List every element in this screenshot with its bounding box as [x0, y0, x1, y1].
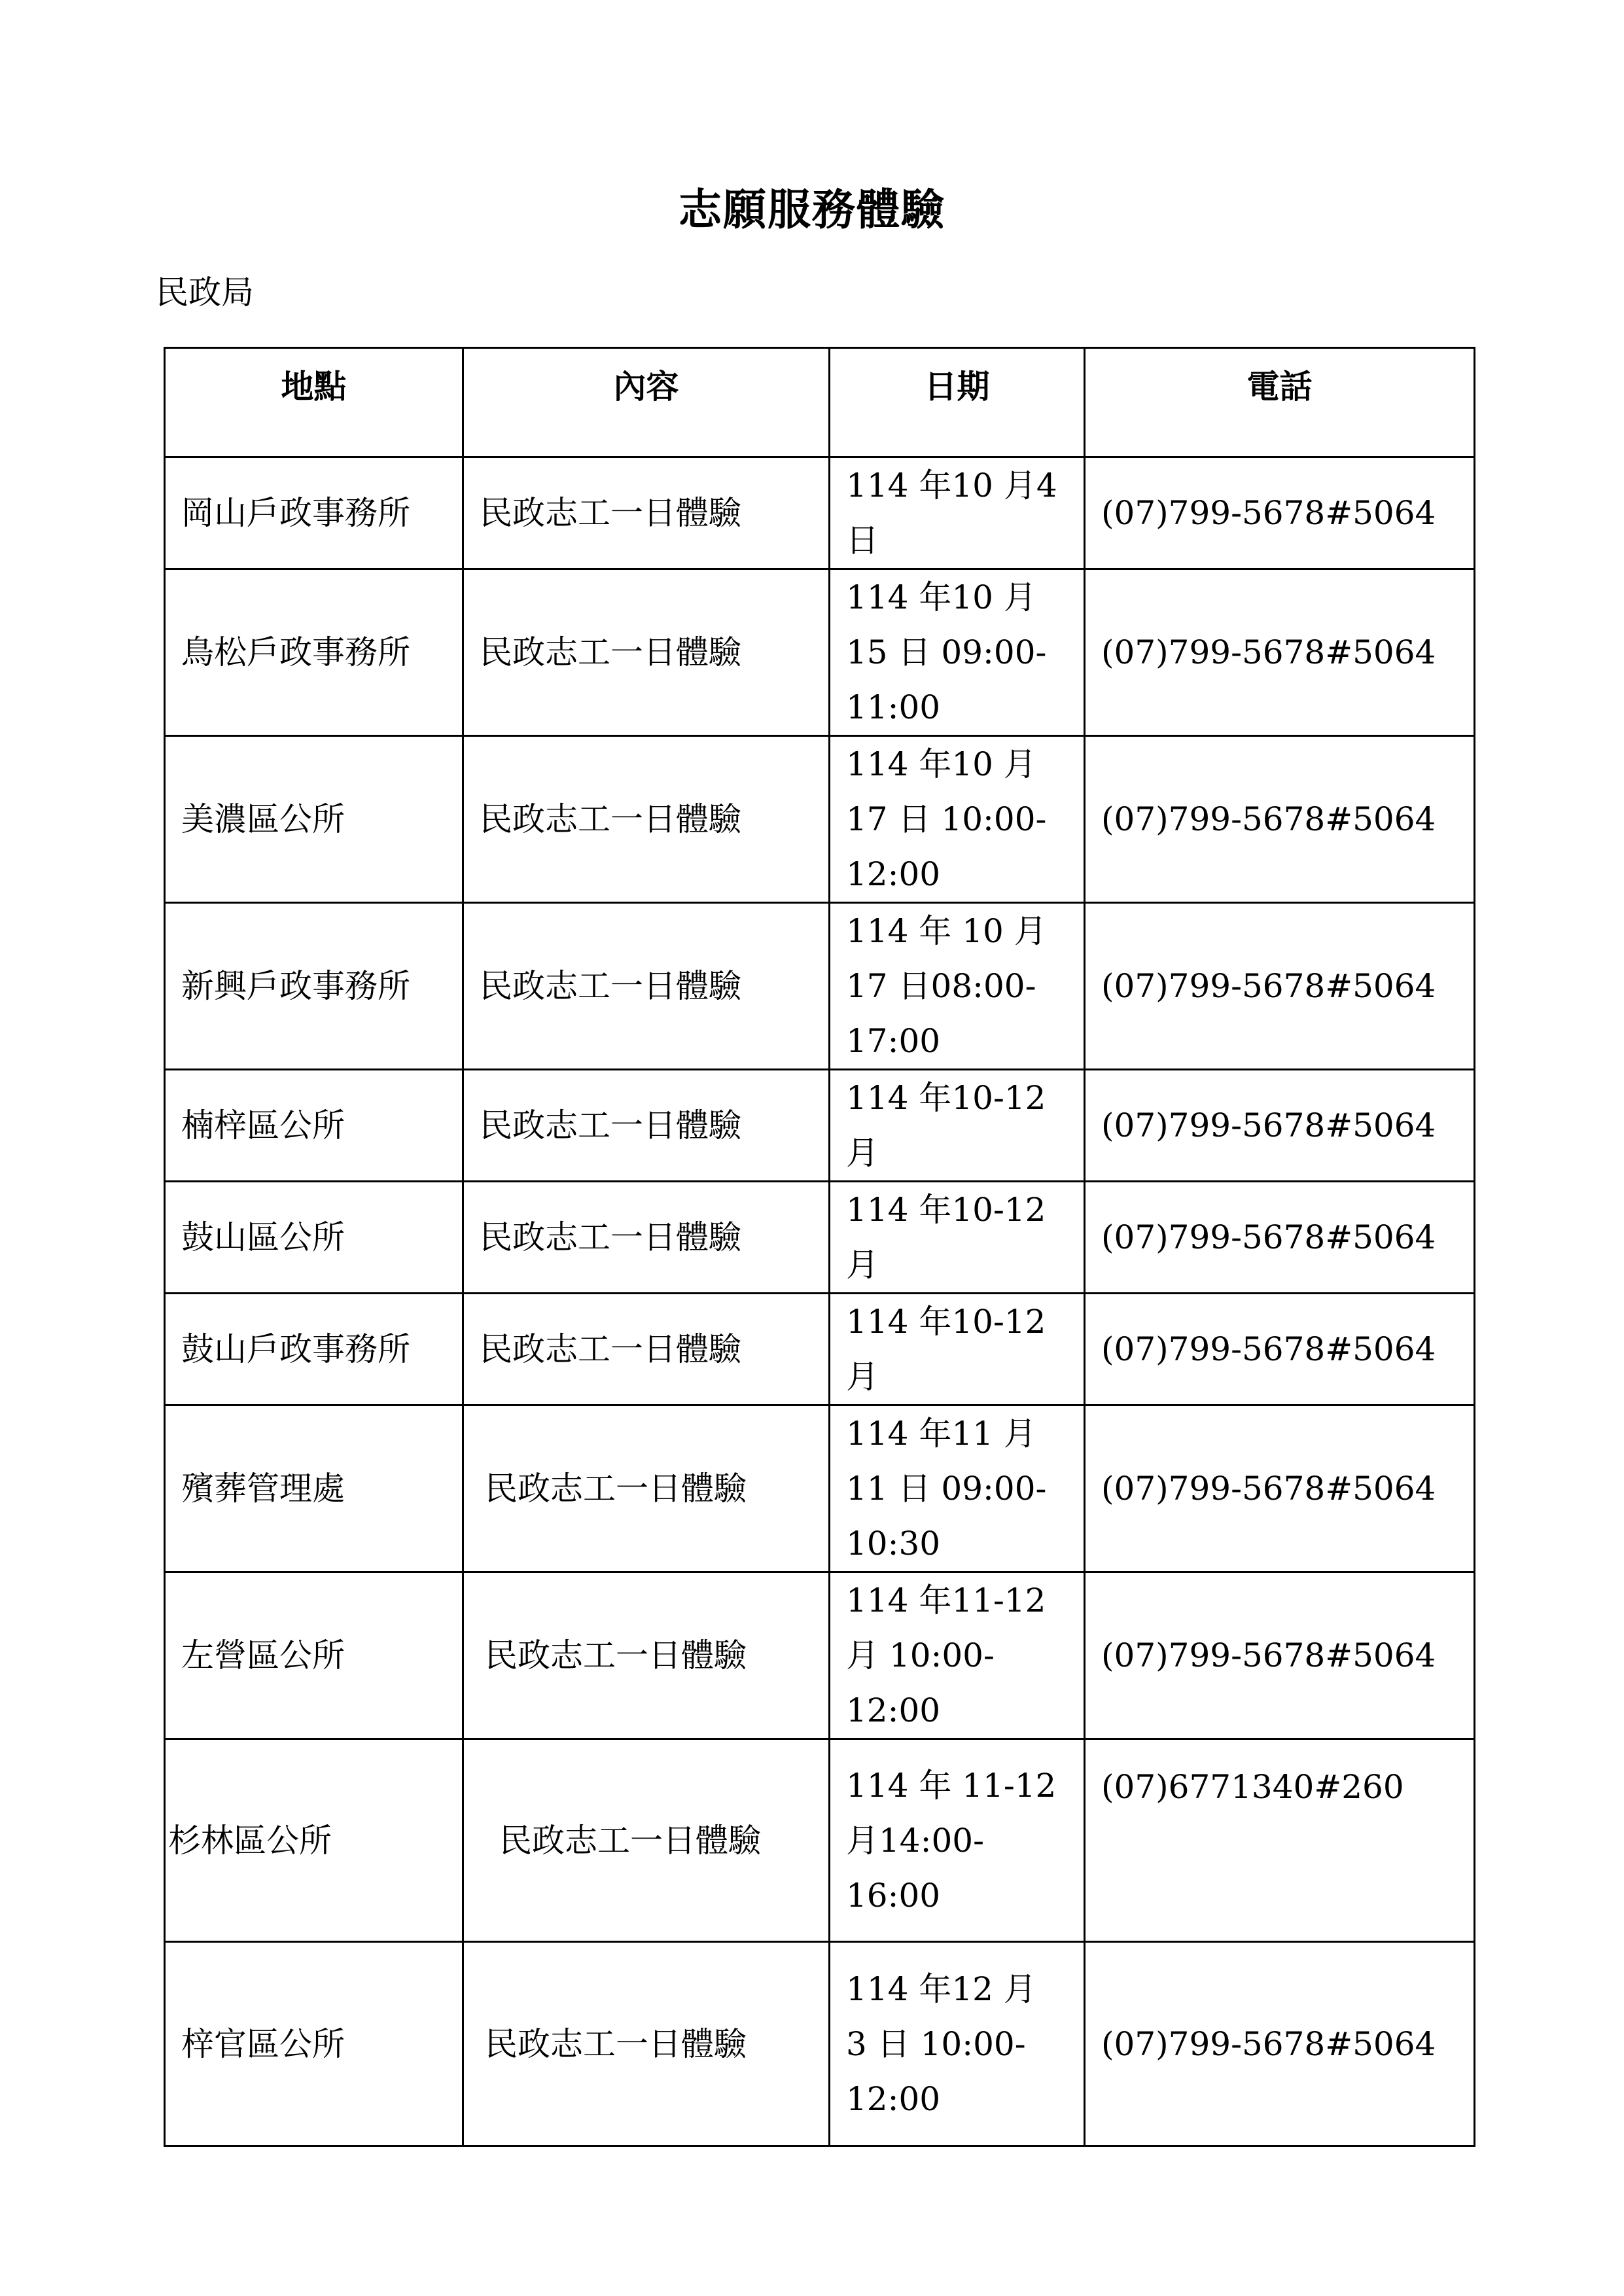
table-header [165, 348, 1475, 457]
cell-location: 美濃區公所 [165, 736, 463, 903]
cell-location: 楠梓區公所 [165, 1070, 463, 1182]
header-row [165, 348, 1475, 457]
cell-phone: (07)799-5678#5064 [1085, 903, 1475, 1070]
cell-content: 民政志工一日體驗 [463, 457, 830, 569]
table-row [165, 1294, 1475, 1405]
date-line: 114 年12 月 [846, 1969, 1036, 2008]
date-line: 17:00 [846, 1022, 941, 1060]
cell-content: 民政志工一日體驗 [463, 1070, 830, 1182]
cell-content: 民政志工一日體驗 [463, 903, 830, 1070]
cell-phone: (07)799-5678#5064 [1085, 1942, 1475, 2146]
cell-date [830, 569, 1085, 736]
date-line: 114 年11 月 [846, 1415, 1036, 1453]
date-line: 114 年11-12 [846, 1581, 1046, 1619]
cell-phone: (07)6771340#260 [1085, 1739, 1475, 1942]
cell-phone: (07)799-5678#5064 [1085, 1182, 1475, 1294]
table-row [165, 1739, 1475, 1942]
table-row [165, 1070, 1475, 1182]
date-line: 114 年10 月 [846, 745, 1036, 783]
cell-date [830, 1294, 1085, 1405]
agency-label: 民政局 [156, 274, 254, 311]
schedule-table [164, 347, 1475, 2147]
cell-content: 民政志工一日體驗 [463, 1572, 830, 1739]
date-line: 12:00 [846, 1691, 941, 1729]
cell-location: 殯葬管理處 [165, 1405, 463, 1572]
cell-content: 民政志工一日體驗 [463, 1294, 830, 1405]
table-row [165, 1182, 1475, 1294]
table-row [165, 569, 1475, 736]
table-row [165, 736, 1475, 903]
date-line: 12:00 [846, 855, 941, 893]
cell-phone: (07)799-5678#5064 [1085, 736, 1475, 903]
cell-content: 民政志工一日體驗 [463, 569, 830, 736]
date-line: 17 日08:00- [846, 967, 1036, 1005]
table-body [165, 457, 1475, 2146]
cell-content: 民政志工一日體驗 [463, 1405, 830, 1572]
date-line: 114 年10 月4 [846, 467, 1057, 504]
date-line: 日 [846, 521, 879, 559]
cell-date [830, 1572, 1085, 1739]
cell-phone: (07)799-5678#5064 [1085, 1294, 1475, 1405]
date-line: 114 年 11-12 [846, 1766, 1057, 1805]
cell-content: 民政志工一日體驗 [463, 736, 830, 903]
date-line: 114 年10-12 [846, 1191, 1046, 1229]
cell-location: 杉林區公所 [165, 1739, 463, 1942]
date-line: 月14:00- [846, 1821, 984, 1860]
cell-date [830, 1405, 1085, 1572]
cell-location: 岡山戶政事務所 [165, 457, 463, 569]
date-line: 11:00 [846, 688, 941, 726]
header-date: 日期 [830, 348, 1085, 457]
page-title: 志願服務體驗 [679, 185, 945, 235]
table-row [165, 457, 1475, 569]
date-line: 114 年10-12 [846, 1079, 1046, 1117]
cell-phone: (07)799-5678#5064 [1085, 1572, 1475, 1739]
header-location: 地點 [165, 348, 463, 457]
cell-location: 新興戶政事務所 [165, 903, 463, 1070]
cell-date [830, 457, 1085, 569]
cell-date [830, 1070, 1085, 1182]
date-line: 17 日 10:00- [846, 800, 1047, 838]
date-line: 10:30 [846, 1525, 941, 1563]
cell-date [830, 736, 1085, 903]
cell-date [830, 1739, 1085, 1942]
cell-date [830, 1182, 1085, 1294]
date-line: 月 [846, 1134, 879, 1172]
date-line: 11 日 09:00- [846, 1470, 1047, 1508]
table-row [165, 903, 1475, 1070]
cell-location: 左營區公所 [165, 1572, 463, 1739]
cell-phone: (07)799-5678#5064 [1085, 457, 1475, 569]
date-line: 月 10:00- [846, 1636, 995, 1674]
date-line: 15 日 09:00- [846, 633, 1047, 671]
cell-content: 民政志工一日體驗 [463, 1942, 830, 2146]
table-row [165, 1405, 1475, 1572]
date-line: 12:00 [846, 2079, 941, 2118]
cell-date [830, 1942, 1085, 2146]
date-line: 月 [846, 1358, 879, 1396]
date-line: 114 年10-12 [846, 1303, 1046, 1341]
cell-location: 梓官區公所 [165, 1942, 463, 2146]
table-row [165, 1572, 1475, 1739]
date-line: 114 年 10 月 [846, 912, 1047, 950]
cell-phone: (07)799-5678#5064 [1085, 1070, 1475, 1182]
cell-location: 鳥松戶政事務所 [165, 569, 463, 736]
cell-content: 民政志工一日體驗 [463, 1739, 830, 1942]
date-line: 3 日 10:00- [846, 2024, 1026, 2063]
date-line: 16:00 [846, 1876, 941, 1915]
cell-date [830, 903, 1085, 1070]
cell-phone: (07)799-5678#5064 [1085, 569, 1475, 736]
cell-content: 民政志工一日體驗 [463, 1182, 830, 1294]
cell-location: 鼓山戶政事務所 [165, 1294, 463, 1405]
header-phone: 電話 [1085, 348, 1475, 457]
cell-phone: (07)799-5678#5064 [1085, 1405, 1475, 1572]
cell-location: 鼓山區公所 [165, 1182, 463, 1294]
table-row [165, 1942, 1475, 2146]
header-content: 內容 [463, 348, 830, 457]
date-line: 114 年10 月 [846, 578, 1036, 616]
date-line: 月 [846, 1246, 879, 1284]
